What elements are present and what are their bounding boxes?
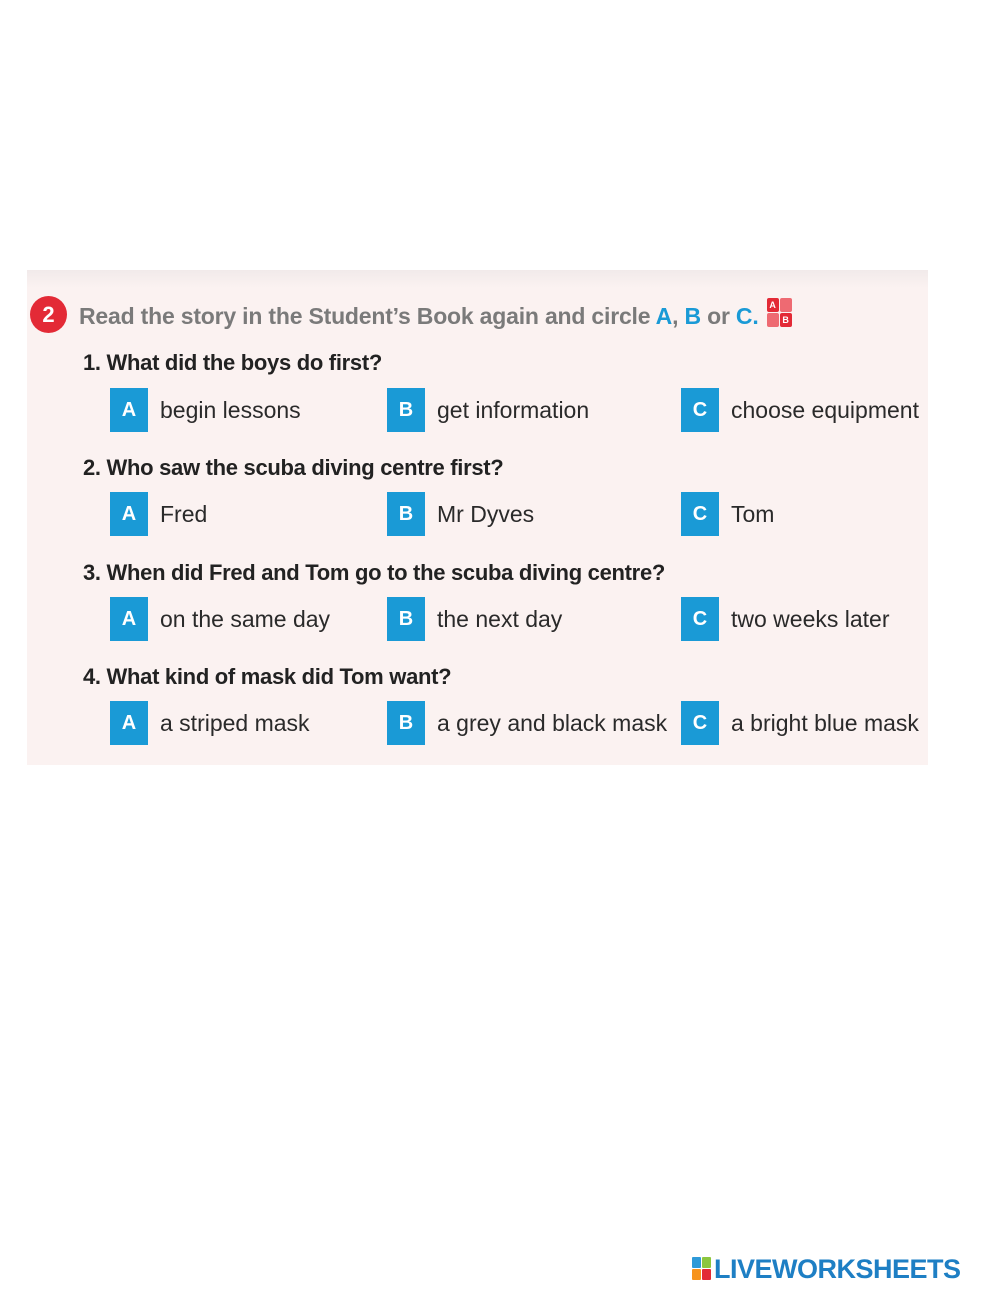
question-1: 1. What did the boys do first? (83, 350, 383, 375)
q4-option-a[interactable] (110, 701, 310, 745)
option-letter-badge: A (110, 388, 148, 432)
q3-option-c[interactable] (681, 597, 890, 641)
option-text: two weeks later (731, 605, 890, 632)
instruction-end: . (752, 303, 759, 329)
q2-option-c[interactable] (681, 492, 774, 536)
q1-option-c[interactable] (681, 388, 919, 432)
panel-top-shade (27, 270, 928, 288)
q3-option-a[interactable] (110, 597, 330, 641)
q3-option-b[interactable] (387, 597, 562, 641)
option-letter-badge: B (387, 492, 425, 536)
option-text: on the same day (160, 605, 331, 632)
option-letter-badge: C (681, 701, 719, 745)
option-letter-badge: B (387, 597, 425, 641)
liveworksheets-mark-icon (692, 1257, 712, 1281)
q4-option-b[interactable] (387, 701, 667, 745)
option-text: Fred (160, 500, 208, 527)
question-4: 4. What kind of mask did Tom want? (83, 664, 452, 689)
option-letter-badge: C (681, 388, 719, 432)
instruction-or: or (700, 303, 736, 329)
option-text: Mr Dyves (437, 500, 535, 527)
exercise-number-badge: 2 (30, 296, 67, 333)
option-text: choose equipment (731, 396, 919, 423)
option-letter-badge: A (110, 597, 148, 641)
q2-option-a[interactable] (110, 492, 207, 536)
logo-text: LIVEWORKSHEETS (714, 1253, 961, 1284)
option-text: a grey and black mask (437, 709, 668, 736)
option-letter-badge: A (110, 492, 148, 536)
question-3: 3. When did Fred and Tom go to the scuba diving centre? (83, 560, 666, 585)
option-text: begin lessons (160, 396, 301, 423)
q1-option-b[interactable] (387, 388, 589, 432)
option-letter-badge: C (681, 492, 719, 536)
q4-option-c[interactable] (681, 701, 919, 745)
option-letter-badge: C (681, 597, 719, 641)
instruction-letter-a: A (655, 303, 673, 329)
ab-icon-letter-b: B (780, 313, 792, 327)
q2-option-b[interactable] (387, 492, 534, 536)
option-letter-badge: B (387, 701, 425, 745)
instruction-letter-c: C (735, 303, 753, 329)
instruction-separator: , (672, 303, 685, 329)
option-text: the next day (437, 605, 563, 632)
option-letter-badge: A (110, 701, 148, 745)
ab-icon-cell (767, 313, 779, 327)
option-letter-badge: B (387, 388, 425, 432)
option-text: a bright blue mask (731, 709, 919, 736)
ab-icon-letter-a: A (767, 298, 779, 312)
option-text: Tom (731, 500, 775, 527)
option-text: get information (437, 396, 590, 423)
q1-option-a[interactable] (110, 388, 301, 432)
instruction-letter-b: B (684, 303, 701, 329)
ab-icon-cell (780, 298, 792, 312)
liveworksheets-logo (692, 1254, 961, 1284)
option-text: a striped mask (160, 709, 310, 736)
question-2: 2. Who saw the scuba diving centre first? (83, 455, 504, 480)
ab-choice-icon (767, 298, 793, 328)
instruction-text: Read the story in the Student’s Book again and circle (79, 303, 656, 329)
exercise-instruction (79, 298, 793, 330)
